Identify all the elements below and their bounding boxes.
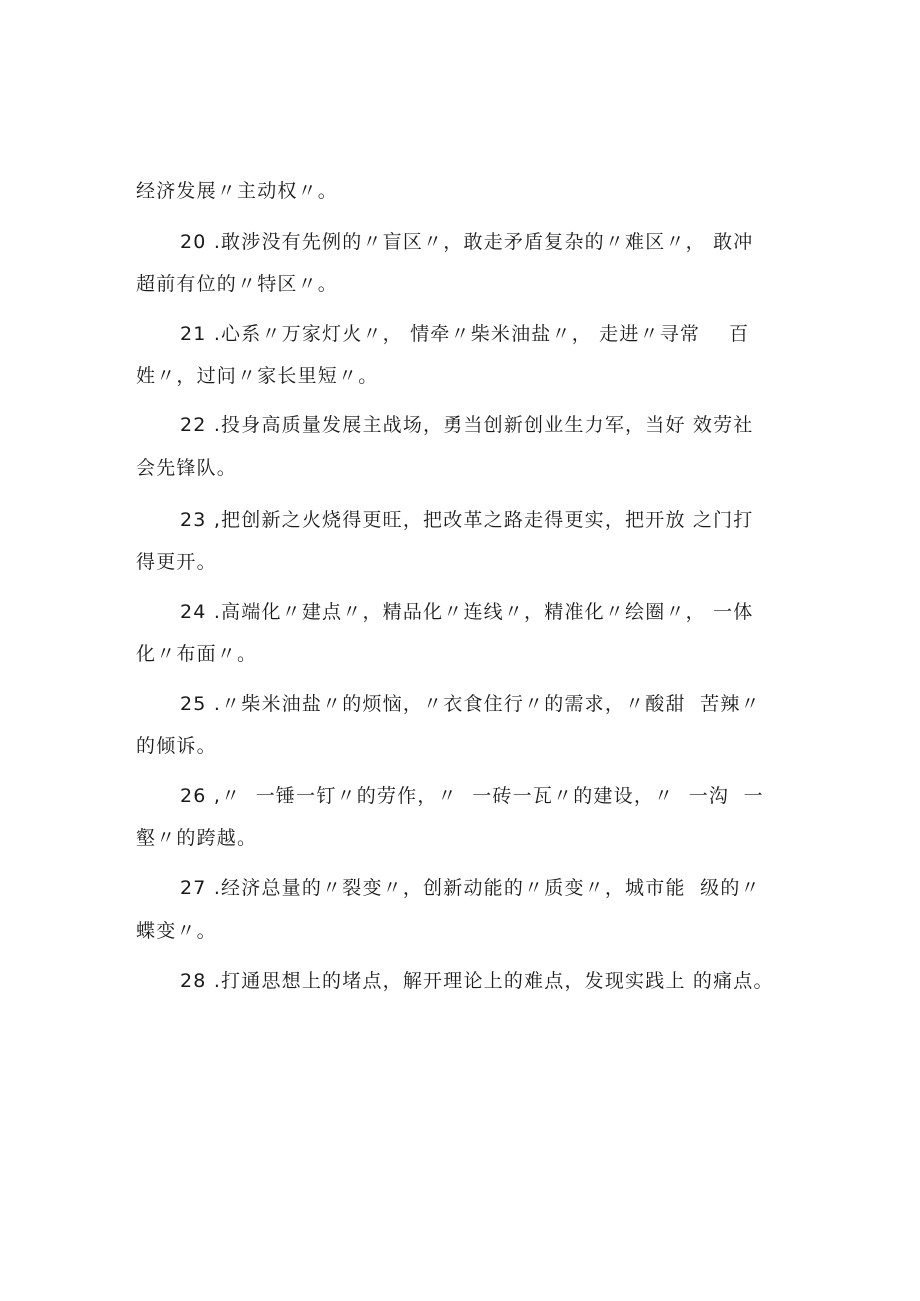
- item-20-line-2: 超前有位的〃特区〃。: [136, 273, 339, 295]
- item-24-line-1: 24 .高端化〃建点〃，精品化〃连线〃，精准化〃绘圈〃， 一体: [180, 601, 754, 623]
- item-25-line-2: 的倾诉。: [136, 735, 217, 757]
- item-26-line-2: 壑〃的跨越。: [136, 827, 258, 849]
- item-28-line-1: 28 .打通思想上的堵点，解开理论上的难点，发现实践上 的痛点。: [180, 970, 774, 992]
- item-27-line-2: 蝶变〃。: [136, 920, 217, 942]
- item-21-line-1: 21 .心系〃万家灯火〃， 情牵〃柴米油盐〃， 走进〃寻常 百: [180, 323, 750, 345]
- item-22-line-2: 会先锋队。: [136, 457, 238, 479]
- item-23-line-2: 得更开。: [136, 551, 217, 573]
- item-22-line-1: 22 .投身高质量发展主战场，勇当创新创业生力军，当好 效劳社: [180, 414, 754, 436]
- item-26-line-1: 26 ,〃 一锤一钉〃的劳作，〃 一砖一瓦〃的建设，〃 一沟 一: [180, 785, 764, 807]
- item-21-line-2: 姓〃，过问〃家长里短〃。: [136, 365, 379, 387]
- intro-line: 经济发展〃主动权〃。: [136, 180, 339, 202]
- item-23-line-1: 23 ,把创新之火烧得更旺，把改革之路走得更实，把开放 之门打: [180, 509, 754, 531]
- item-20-line-1: 20 .敢涉没有先例的〃盲区〃，敢走矛盾复杂的〃难区〃， 敢冲: [180, 231, 754, 253]
- item-24-line-2: 化〃布面〃。: [136, 643, 258, 665]
- item-27-line-1: 27 .经济总量的〃裂变〃，创新动能的〃质变〃，城市能 级的〃: [180, 877, 761, 899]
- item-25-line-1: 25 .〃柴米油盐〃的烦恼，〃衣食住行〃的需求，〃酸甜 苦辣〃: [180, 693, 761, 715]
